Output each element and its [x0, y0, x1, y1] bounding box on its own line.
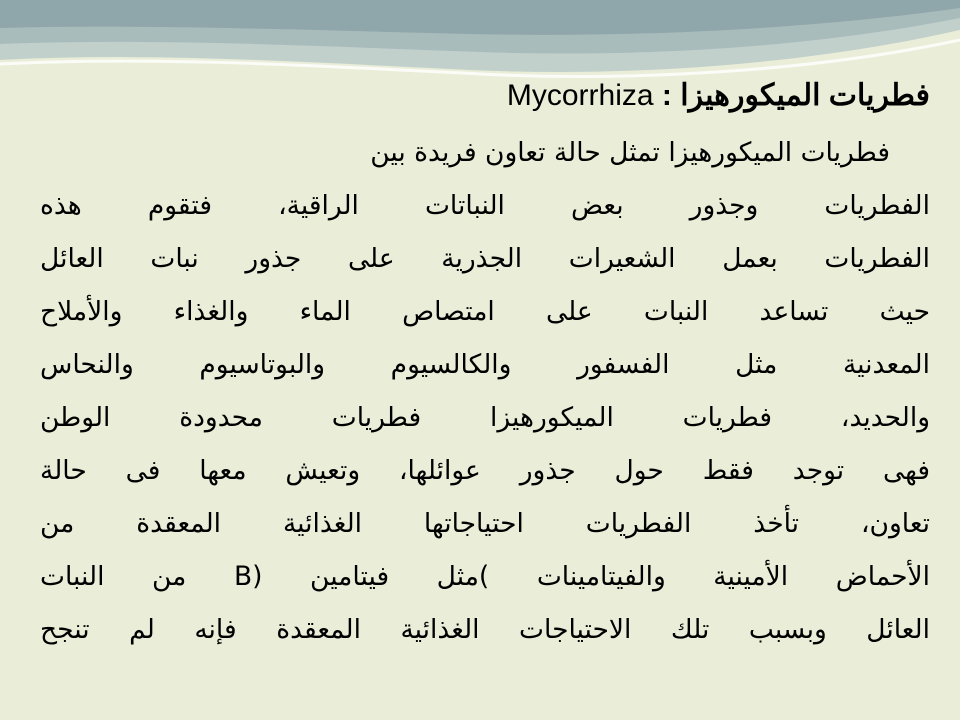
body-line: الفطريات بعمل الشعيرات الجذرية على جذور نبات العائل	[40, 243, 930, 274]
body-line: الفطريات وجذور بعض النباتات الراقية، فتقوم هذه	[40, 190, 930, 221]
body-line: حيث تساعد النبات على امتصاص الماء والغذاء والأملاح	[40, 296, 930, 327]
body-line: تعاون، تأخذ الفطريات احتياجاتها الغذائية المعقدة من	[40, 508, 930, 539]
body-line: المعدنية مثل الفسفور والكالسيوم والبوتاسيوم والنحاس	[40, 349, 930, 380]
slide-title	[40, 72, 930, 120]
body-line: الأحماض الأمينية والفيتامينات )مثل فيتامين (B من النبات	[40, 561, 930, 592]
body-line: والحديد، فطريات الميكورهيزا فطريات محدودة الوطن	[40, 402, 930, 433]
slide-content	[40, 72, 930, 656]
title-arabic: فطريات الميكورهيزا :	[661, 79, 930, 112]
body-line: فهى توجد فقط حول جذور عوائلها، وتعيش معها فى حالة	[40, 455, 930, 486]
body-line: العائل وبسبب تلك الاحتياجات الغذائية المعقدة فإنه لم تنجح	[40, 614, 930, 645]
body-line: فطريات الميكورهيزا تمثل حالة تعاون فريدة بين	[370, 137, 890, 168]
title-latin: Mycorrhiza	[506, 79, 654, 112]
